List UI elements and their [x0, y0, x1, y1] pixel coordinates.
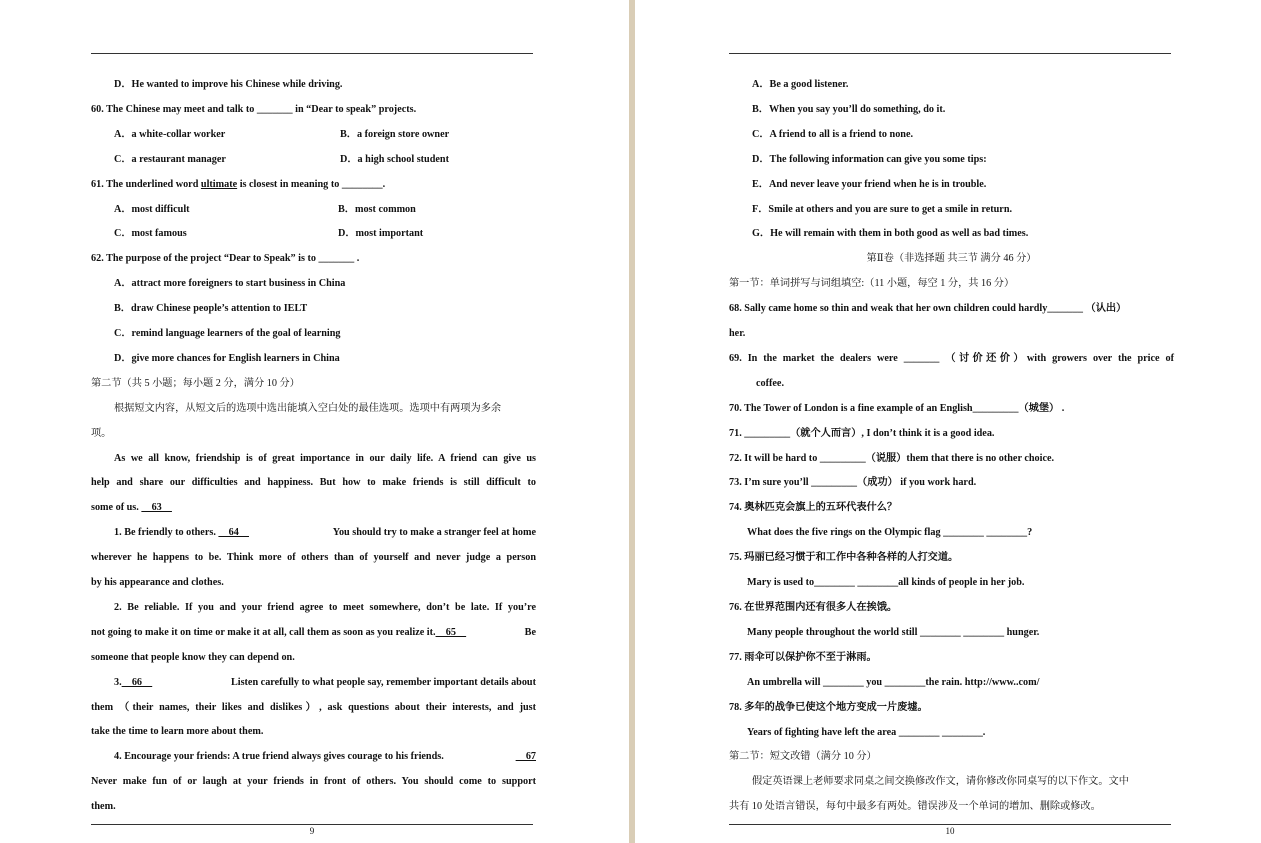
option-b: B．most common: [338, 203, 416, 215]
option-c: C．a restaurant manager: [114, 153, 226, 165]
header-rule: [729, 53, 1171, 54]
option-b: B．a foreign store owner: [340, 128, 450, 140]
option-a: A．most difficult: [114, 203, 190, 215]
passage-line: 2. Be reliable. If you and your friend agree to meet somewhere, don’t be late. If you’re: [114, 601, 536, 613]
question-68-cont: her.: [729, 328, 746, 340]
passage-text: [114, 521, 249, 546]
question-74-sentence: What does the five rings on the Olympic flag ________ ________?: [747, 527, 1033, 539]
passage-text: [114, 671, 152, 696]
instruction-text: 假定英语课上老师要求同桌之间交换修改作文，请你修改你同桌写的以下作文。文中: [752, 776, 1129, 788]
question-text: is closest in meaning to ________.: [237, 178, 386, 190]
option-f: F．Smile at others and you are sure to get a smile in return.: [752, 203, 1013, 215]
option-c: C．remind language learners of the goal of learning: [114, 328, 341, 340]
passage-text: 1. Be friendly to others.: [114, 527, 219, 539]
left-page: [0, 0, 629, 843]
underlined-word: ultimate: [200, 178, 238, 190]
option-e: E．And never leave your friend when he is in trouble.: [752, 178, 987, 190]
options-row: [91, 222, 536, 247]
option-d: D．The following information can give you some tips:: [752, 153, 987, 165]
option-d: D．give more chances for English learners in China: [114, 352, 340, 364]
question-68: 68. Sally came home so thin and weak that her own children could hardly_______ （认出）: [729, 303, 1127, 315]
option-a: A．attract more foreigners to start business in China: [114, 278, 346, 290]
passage-line: [91, 745, 536, 770]
instruction-text: 根据短文内容，从短文后的选项中选出能填入空白处的最佳选项。选项中有两项为多余: [114, 402, 502, 414]
passage-text: 3.: [114, 676, 122, 688]
instruction-text: 共有 10 处语言错误，每句中最多有两处。错误涉及一个单词的增加、删除或修改。: [729, 801, 1101, 813]
header-rule: [91, 53, 533, 54]
question-60: 60. The Chinese may meet and talk to _______ in “Dear to speak” projects.: [91, 103, 417, 115]
blank-64: 64: [218, 527, 249, 539]
question-72: 72. It will be hard to _________（说服）them that there is no other choice.: [729, 452, 1055, 464]
passage-text: Be: [524, 626, 536, 638]
question-78-sentence: Years of fighting have left the area ________ ________.: [747, 726, 986, 738]
page-number: 9: [309, 826, 315, 836]
passage-line: take the time to learn more about them.: [91, 726, 264, 738]
section-heading: 第二节：短文改错（满分 10 分）: [729, 751, 877, 763]
question-73: 73. I’m sure you’ll _________（成功） if you work hard.: [729, 477, 977, 489]
blank-66: 66: [121, 676, 153, 688]
blank-65: 65: [435, 626, 467, 638]
passage-line: someone that people know they can depend on.: [91, 651, 295, 663]
option-d: D．a high school student: [340, 153, 449, 165]
option-b: B．When you say you’ll do something, do it.: [752, 103, 946, 115]
passage-text: not going to make it on time or make it at all, call them as soon as you realize it.: [91, 626, 436, 638]
options-row: [91, 123, 536, 148]
option-line: D．He wanted to improve his Chinese while driving.: [114, 79, 343, 90]
passage-line: Never make fun of or laugh at your friends in front of others. You should come to support: [91, 776, 536, 788]
passage-line: them.: [91, 801, 116, 813]
question-77: 77. 雨伞可以保护你不至于淋雨。: [729, 651, 877, 663]
right-page: [635, 0, 1261, 843]
option-b: B．draw Chinese people’s attention to IELT: [114, 303, 308, 315]
question-74: 74. 奥林匹克会旗上的五环代表什么？: [729, 502, 898, 514]
blank-63: 63: [141, 502, 172, 514]
question-71: 71. _________（就个人而言）, I don’t think it is a good idea.: [729, 427, 995, 439]
question-75: 75. 玛丽已经习惯于和工作中各种各样的人打交道。: [729, 552, 959, 564]
option-c: C．A friend to all is a friend to none.: [752, 128, 914, 140]
section-heading: 第一节：单词拼写与词组填空:（11 小题，每空 1 分，共 16 分）: [729, 278, 1015, 290]
question-69: 69. In the market the dealers were _______ （讨价还价）with growers over the price of: [729, 352, 1174, 364]
question-76-sentence: Many people throughout the world still ________ ________ hunger.: [747, 626, 1040, 638]
question-62: 62. The purpose of the project “Dear to Speak” is to _______ .: [91, 253, 360, 265]
part-heading: 第Ⅱ卷（非选择题 共三节 满分 46 分）: [866, 253, 1037, 265]
instruction-text: 项。: [91, 427, 112, 439]
passage-line: them （their names, their likes and dislikes）, ask questions about their interests, and just: [91, 701, 536, 713]
option-a: A．a white-collar worker: [114, 128, 226, 140]
footer-rule: [91, 824, 533, 825]
blank-67: 67: [515, 751, 536, 763]
passage-text: You should try to make a stranger feel at home: [332, 527, 536, 539]
question-78: 78. 多年的战争已使这个地方变成一片废墟。: [729, 701, 928, 713]
question-76: 76. 在世界范围内还有很多人在挨饿。: [729, 602, 898, 614]
section-heading: 第二节（共 5 小题；每小题 2 分，满分 10 分）: [91, 377, 300, 389]
left-page-content: [91, 73, 536, 820]
question-75-sentence: Mary is used to________ ________all kinds of people in her job.: [747, 577, 1025, 589]
question-70: 70. The Tower of London is a fine example of an English_________（城堡） .: [729, 402, 1065, 414]
option-d: D．most important: [338, 228, 424, 240]
option-c: C．most famous: [114, 228, 187, 240]
question-69-cont: coffee.: [756, 377, 784, 389]
passage-line: [91, 621, 536, 646]
option-a: A．Be a good listener.: [752, 79, 849, 90]
passage-line: help and share our difficulties and happiness. But how to make friends is still difficult to: [91, 477, 536, 489]
footer-rule: [729, 824, 1171, 825]
question-text: 61. The underlined word: [91, 178, 201, 190]
page-number: 10: [945, 826, 955, 836]
passage-line: [91, 521, 536, 546]
passage-line: [91, 496, 536, 521]
options-row: [91, 148, 536, 173]
passage-line: by his appearance and clothes.: [91, 577, 224, 589]
passage-text: [91, 621, 466, 646]
question-77-sentence: An umbrella will ________ you ________the rain. http://www..com/: [747, 676, 1040, 688]
passage-text: some of us.: [91, 502, 142, 514]
passage-line: As we all know, friendship is of great importance in our daily life. A friend can give us: [114, 452, 536, 464]
passage-line: wherever he happens to be. Think more of others than of yourself and never judge a person: [91, 552, 536, 564]
options-row: [91, 198, 536, 223]
right-page-content: [729, 73, 1174, 820]
passage-text: Listen carefully to what people say, remember important details about: [230, 676, 536, 688]
question-61: [91, 173, 536, 198]
passage-line: [91, 671, 536, 696]
passage-text: 4. Encourage your friends: A true friend always gives courage to his friends.: [114, 751, 444, 763]
option-g: G．He will remain with them in both good as well as bad times.: [752, 228, 1029, 240]
